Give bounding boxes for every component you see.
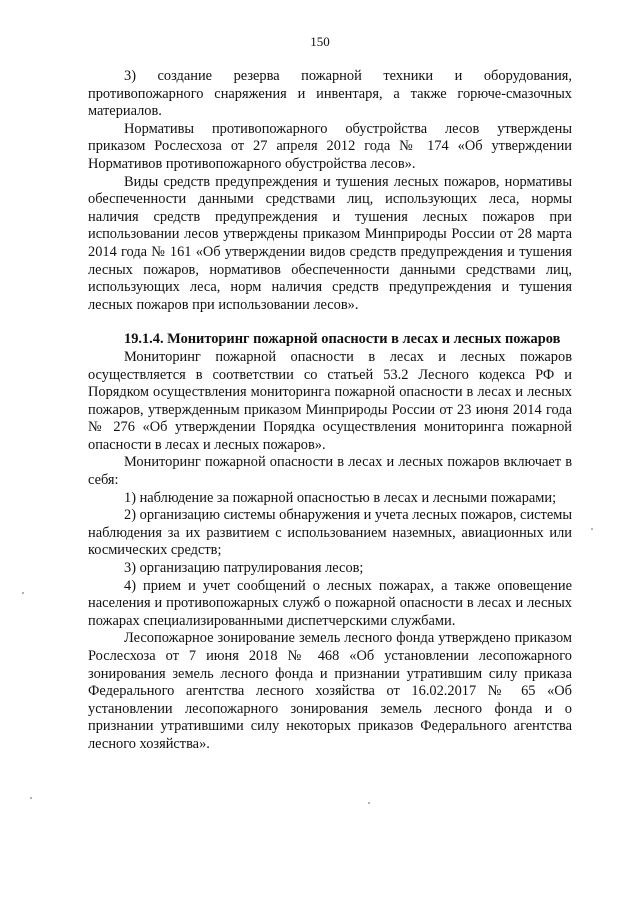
list-item: 1) наблюдение за пожарной опасностью в лесах и лесными пожарами; — [124, 489, 557, 506]
scan-speck — [591, 528, 593, 530]
scan-speck — [30, 797, 32, 799]
list-item: 2) организацию системы обнаружения и учета лесных пожаров, системы наблюдения за их развитием с использованием наземных, авиационных или космических средств; — [88, 507, 572, 559]
page-body — [88, 68, 572, 754]
paragraph: Нормативы противопожарного обустройства лесов утверждены приказом Рослесхоза от 27 апреля 2012 года № 174 «Об утверждении Нормативов противопожарного обустройства лесов». — [88, 120, 572, 172]
scan-speck — [22, 592, 24, 594]
paragraph: Лесопожарное зонирование земель лесного фонда утверждено приказом Рослесхоза от 7 июня 2018 № 468 «Об установлении лесопожарного зонирования земель лесного фонда и признании утратившим силу приказа Федерального агентства лесного хозяйства от 16.02.2017 № 65 «Об установлении лесопожарного зонирования земель лесного фонда и о признании утратившими силу некоторых приказов Федерального агентства лесного хозяйства». — [88, 630, 572, 752]
paragraph: Виды средств предупреждения и тушения лесных пожаров, нормативы обеспеченности данными средствами лиц, использующих леса, нормы наличия средств предупреждения и тушения лесных пожаров при использовании лесов утверждены приказом Минприроды России от 28 марта 2014 года № 161 «Об утверждении видов средств предупреждения и тушения лесных пожаров, нормативов обеспеченности данными средствами лиц, использующих леса, норм наличия средств предупреждения и тушения лесных пожаров при использовании лесов». — [88, 173, 572, 313]
list-item: 3) организацию патрулирования лесов; — [124, 560, 364, 577]
paragraph: Мониторинг пожарной опасности в лесах и лесных пожаров осуществляется в соответствии со статьей 53.2 Лесного кодекса РФ и Порядком осуществления мониторинга пожарной опасности в лесах и лесных пожаров, утвержденным приказом Минприроды России от 23 июня 2014 года № 276 «Об утверждении Порядка осуществления мониторинга пожарной опасности в лесах и лесных пожаров». — [88, 348, 572, 453]
scan-speck — [368, 802, 370, 804]
list-item: 4) прием и учет сообщений о лесных пожарах, а также оповещение населения и противопожарных служб о пожарной опасности в лесах и лесных пожарах специализированными диспетчерскими службами. — [88, 577, 572, 629]
page-number: 150 — [310, 34, 330, 49]
paragraph: Мониторинг пожарной опасности в лесах и лесных пожаров включает в себя: — [88, 454, 572, 489]
paragraph: 3) создание резерва пожарной техники и оборудования, противопожарного снаряжения и инвентаря, а также горюче-смазочных материалов. — [88, 68, 572, 120]
section-heading: 19.1.4. Мониторинг пожарной опасности в лесах и лесных пожаров — [124, 331, 561, 348]
